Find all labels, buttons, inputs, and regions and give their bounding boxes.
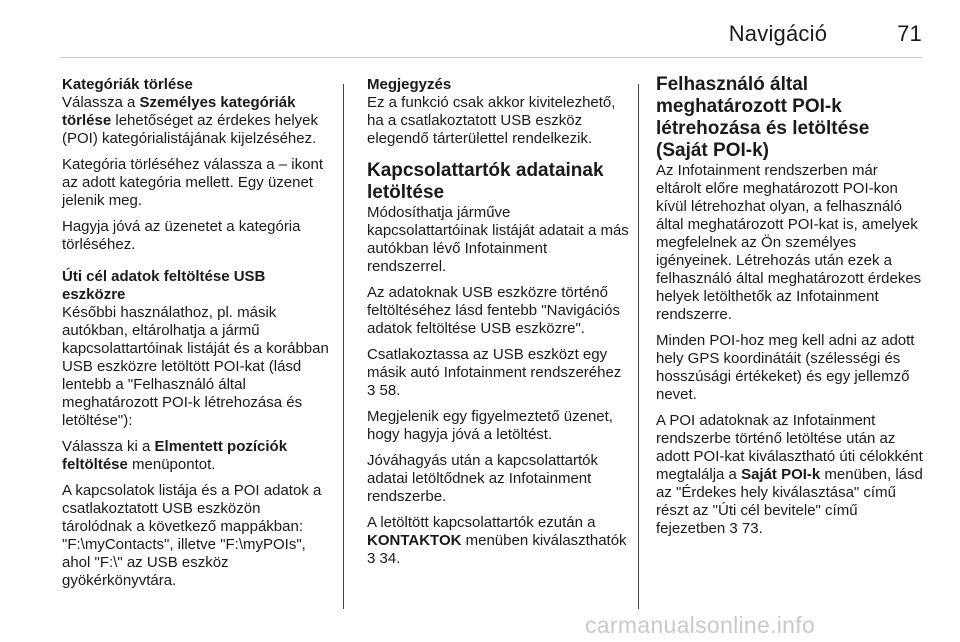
paragraph: Jóváhagyás után a kapcsolattartók adatai letöltődnek az Infotainment rendszerbe.: [367, 452, 598, 505]
paragraph: Az adatoknak USB eszközre történő feltöltéséhez lásd fentebb "Navigációs adatok feltöltése USB eszközre".: [367, 284, 620, 337]
heading-user-poi: Felhasználó által meghatározott POI-k létrehozása és letöltése (Saját POI-k): [656, 74, 870, 161]
paragraph: Válassza a Személyes kategóriák törlése lehetőséget az érdekes helyek (POI) kategórialistájának kijelzéséhez.: [62, 94, 319, 147]
page-ref: 34: [379, 550, 397, 567]
page-ref-arrow-icon: 3: [729, 520, 738, 537]
paragraph: Megjelenik egy figyelmeztető üzenet, hogy hagyja jóvá a letöltést.: [367, 408, 613, 443]
paragraph: A kapcsolatok listája és a POI adatok a csatlakoztatott USB eszközön tárolódnak a következő mappákban: "F:\myContacts", illetve "F:\myPOIs", ahol "F:\" az USB eszköz gyökérkönyvtára.: [62, 482, 322, 589]
page-ref: 58: [379, 382, 397, 399]
note-heading: Megjegyzés: [367, 76, 452, 93]
menu-term: Elmentett pozíciók feltöltése: [62, 438, 288, 473]
note-text: Ez a funkció csak akkor kivitelezhető, ha a csatlakoztatott USB eszköz elegendő tárterülettel rendelkezik.: [367, 94, 616, 147]
paragraph: Minden POI-hoz meg kell adni az adott hely GPS koordinátáit (szélességi és hosszúsági értékeket) és egy jellemző nevet.: [656, 332, 915, 403]
menu-term: KONTAKTOK: [367, 532, 462, 549]
paragraph: Válassza ki a Elmentett pozíciók feltöltése menüpontot.: [62, 438, 288, 473]
paragraph: A POI adatoknak az Infotainment rendszerbe történő letöltése után az adott POI-kat kiválasztható úti célokként megtalálja a Saját POI-k menüben, lásd az "Érdekes hely kiválasztása" című részt az "Úti cél bevitele" című fejezetben 3 73.: [656, 412, 923, 537]
header-rule: [60, 57, 922, 58]
paragraph: Csatlakoztassa az USB eszközt egy másik autó Infotainment rendszeréhez 3 58.: [367, 346, 622, 399]
paragraph: A letöltött kapcsolattartók ezután a KONTAKTOK menüben kiválaszthatók 3 34.: [367, 514, 627, 567]
watermark: carmanualsonline.info: [585, 612, 816, 638]
column-divider: [638, 84, 639, 609]
paragraph: Az Infotainment rendszerben már eltárolt előre meghatározott POI-kon kívül létrehozhat olyan, a felhasználó által meghatározott POI-kat is, amelyek megfelelnek az Ön személyes igényeinek. Létrehozás után ezek a felhasználó által meghatározott érdekes helyek letölthetők az Infotainment rendszerre.: [656, 162, 922, 323]
column-2: [367, 76, 629, 576]
paragraph: Későbbi használathoz, pl. másik autókban, eltárolhatja a jármű kapcsolattartóinak listáját és a korábban USB eszközre letöltött POI-kat (lásd lentebb a "Felhasználó által meghatározott POI-k létrehozása és letöltése"):: [62, 304, 329, 429]
heading-upload-usb: Úti cél adatok feltöltése USB eszközre: [62, 268, 266, 303]
menu-term: Saját POI-k: [741, 466, 821, 483]
heading-contacts-download: Kapcsolattartók adatainak letöltése: [367, 160, 604, 203]
column-divider: [343, 84, 344, 609]
column-1: [62, 76, 332, 598]
paragraph: Kategória törléséhez válassza a – ikont az adott kategória mellett. Egy üzenet jelenik meg.: [62, 156, 323, 209]
paragraph: Módosíthatja járműve kapcsolattartóinak listáját adatait a más autókban lévő Infotainment rendszerrel.: [367, 204, 629, 275]
heading-delete-categories: Kategóriák törlése: [62, 76, 193, 93]
page-ref: 73: [741, 520, 759, 537]
page-number: 71: [897, 21, 922, 46]
page-header: [60, 14, 922, 54]
section-title: Navigáció: [728, 21, 828, 46]
menu-term: Személyes kategóriák törlése: [62, 94, 296, 129]
minus-icon: –: [278, 156, 288, 173]
column-3: [656, 76, 926, 546]
page-ref-arrow-icon: 3: [367, 550, 376, 567]
paragraph: Hagyja jóvá az üzenetet a kategória törléséhez.: [62, 218, 301, 253]
page-ref-arrow-icon: 3: [367, 382, 376, 399]
